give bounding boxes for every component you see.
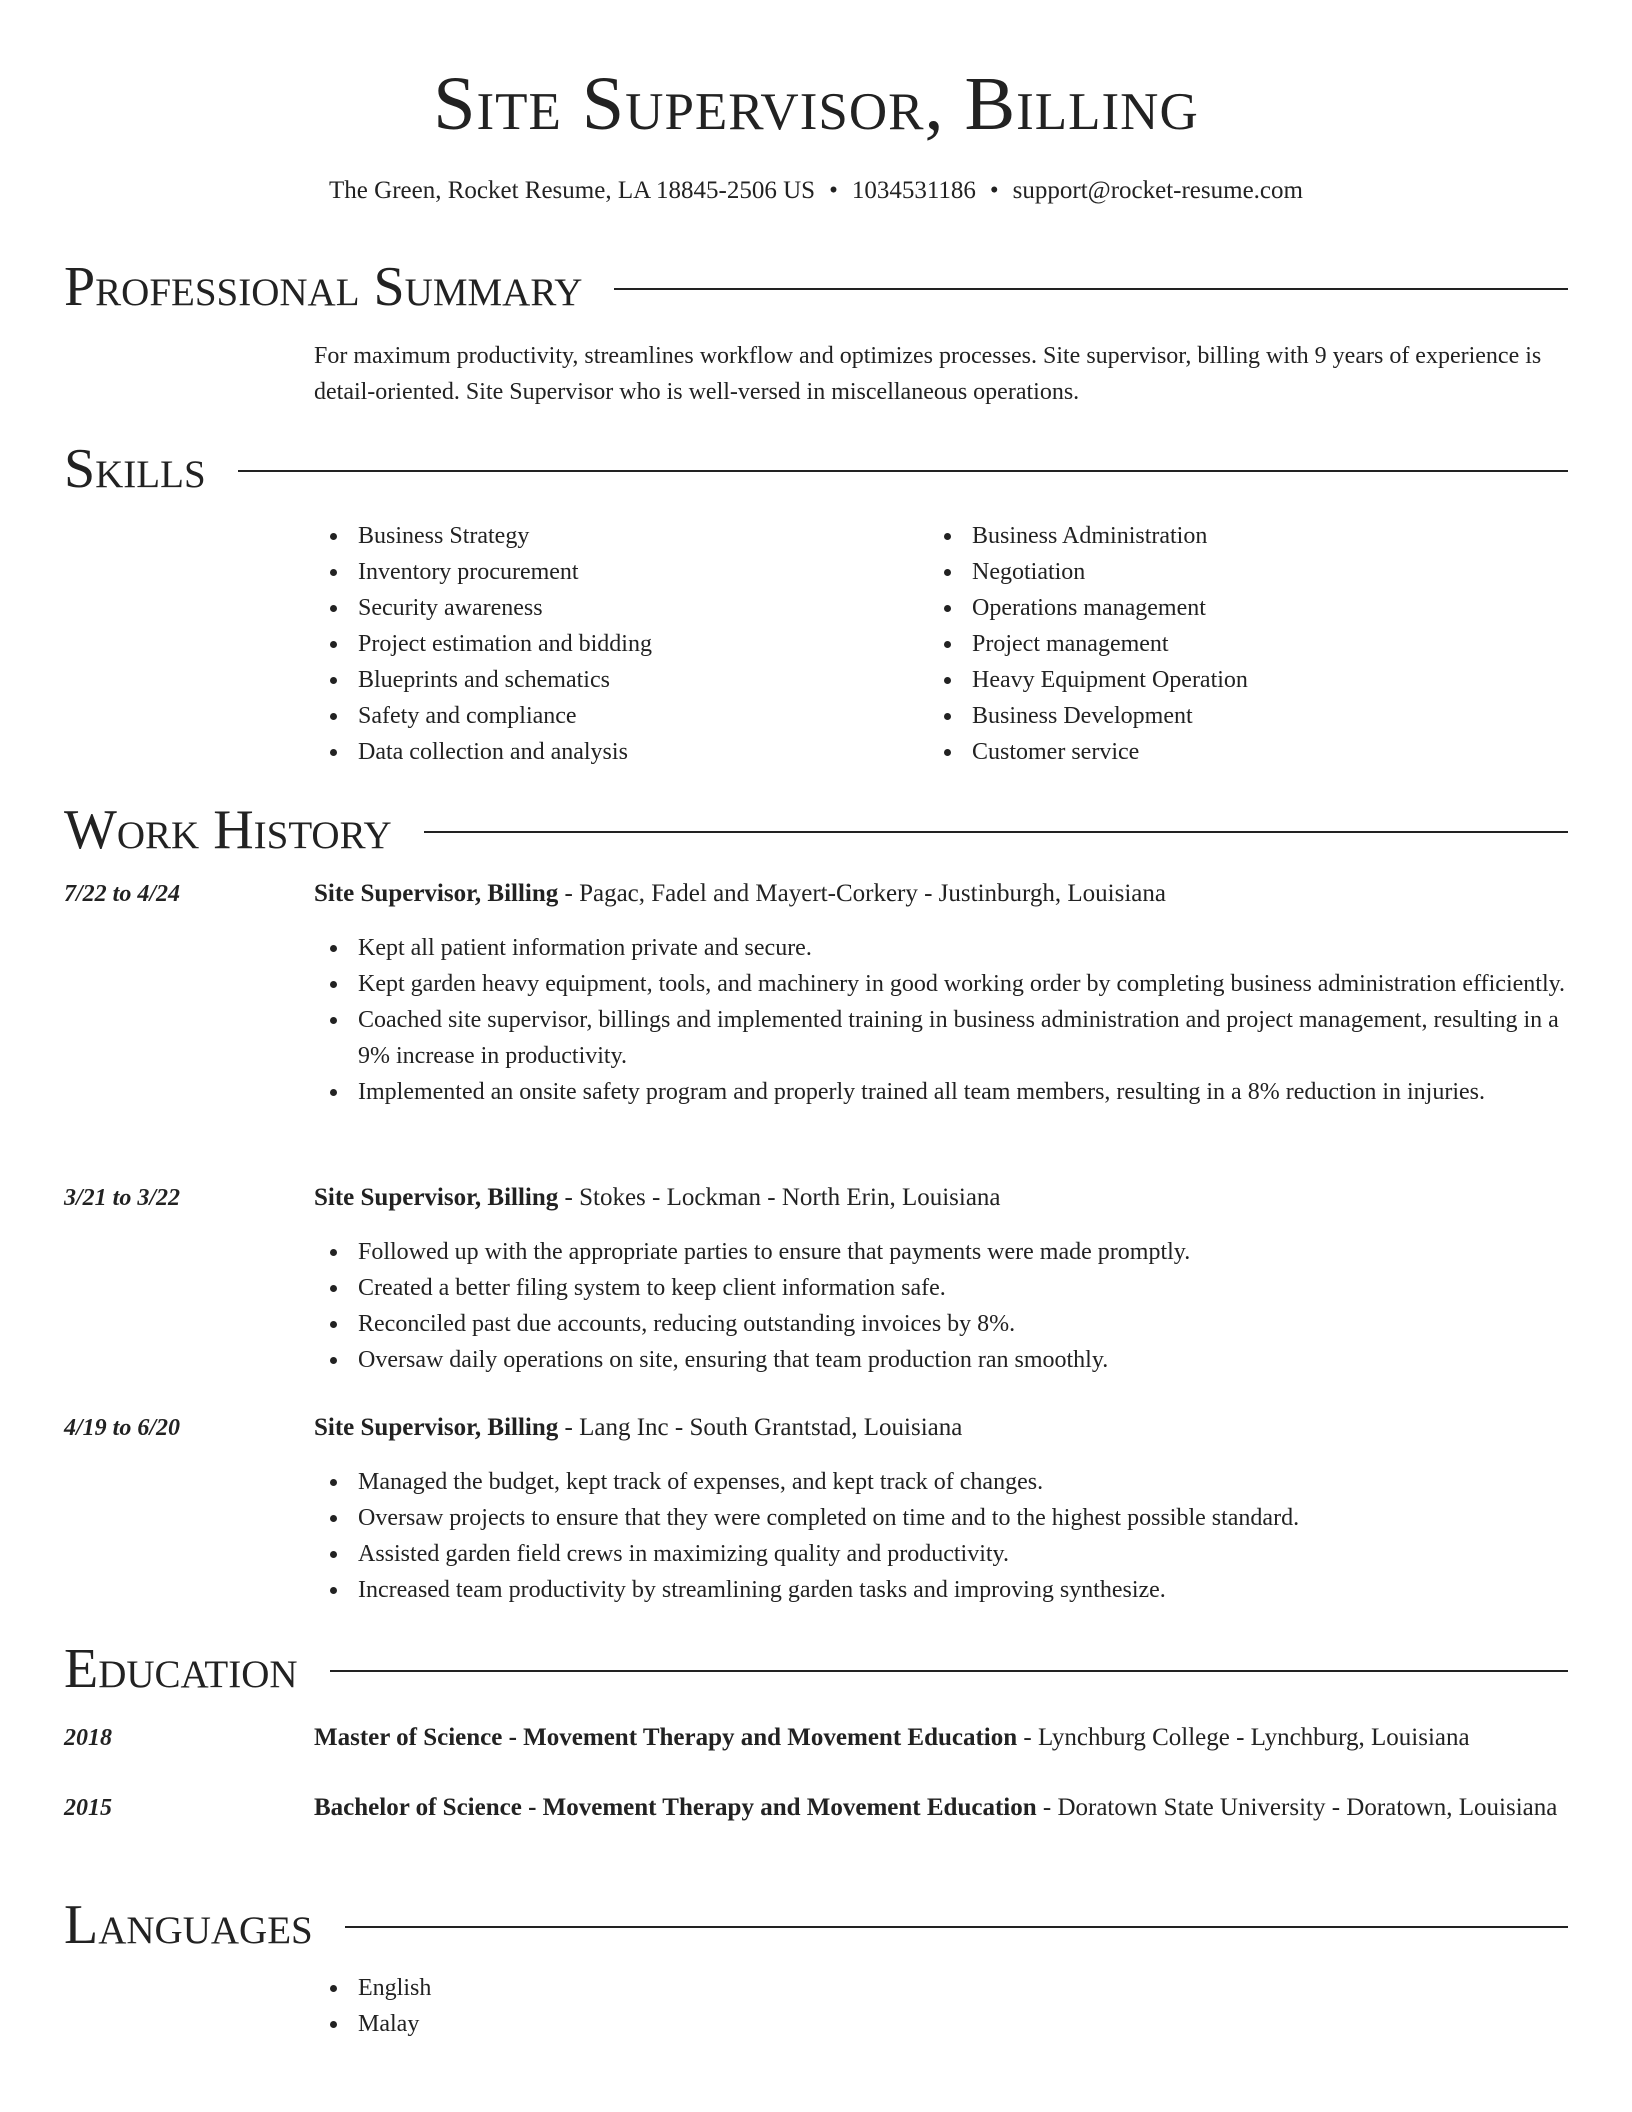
job-bullets: [314, 1464, 1568, 1608]
job-dates: 7/22 to 4/24: [64, 881, 181, 907]
degree: Bachelor of Science - Movement Therapy and Movement Education: [314, 1794, 1037, 1821]
school: - Lynchburg College - Lynchburg, Louisiana: [1017, 1724, 1470, 1751]
job-bullet: Followed up with the appropriate parties to ensure that payments were made promptly.: [314, 1234, 1568, 1270]
degree: Master of Science - Movement Therapy and Movement Education: [314, 1724, 1018, 1751]
job-employer: - Pagac, Fadel and Mayert-Corkery - Justinburgh, Louisiana: [558, 880, 1166, 907]
skill-item: Blueprints and schematics: [314, 662, 914, 698]
skill-item: Business Strategy: [314, 518, 914, 554]
skill-item: Heavy Equipment Operation: [928, 662, 1528, 698]
job-title: Site Supervisor, Billing: [314, 1184, 559, 1211]
job-dates: 3/21 to 3/22: [64, 1185, 181, 1211]
job-bullets: [314, 930, 1568, 1110]
skill-item: Safety and compliance: [314, 698, 914, 734]
job-bullet: Increased team productivity by streamlining garden tasks and improving synthesize.: [314, 1572, 1568, 1608]
language-item: English: [314, 1970, 1568, 2006]
education-entry: [314, 1789, 1568, 1827]
skills-list-right: [928, 518, 1528, 770]
job-bullet: Implemented an onsite safety program and properly trained all team members, resulting in a 8% reduction in injuries.: [314, 1074, 1568, 1110]
skill-item: Business Development: [928, 698, 1528, 734]
separator: •: [829, 177, 838, 204]
education-entry: [314, 1719, 1568, 1757]
skill-item: Data collection and analysis: [314, 734, 914, 770]
section-summary-header: [64, 254, 1568, 320]
job-bullets: [314, 1234, 1568, 1378]
job-dates: 4/19 to 6/20: [64, 1415, 181, 1441]
skill-item: Business Administration: [928, 518, 1528, 554]
skill-item: Security awareness: [314, 590, 914, 626]
section-title: Skills: [64, 438, 206, 500]
job-bullet: Coached site supervisor, billings and implemented training in business administration and project management, resulting in a 9% increase in productivity.: [314, 1002, 1568, 1074]
job-bullet: Oversaw daily operations on site, ensuring that team production ran smoothly.: [314, 1342, 1568, 1378]
school: - Doratown State University - Doratown, Louisiana: [1036, 1794, 1558, 1821]
email-link[interactable]: support@rocket-resume.com: [1012, 177, 1303, 204]
section-divider: [614, 288, 1568, 290]
languages-list: [314, 1970, 1568, 2042]
section-work-header: [64, 797, 1568, 863]
job-employer: - Lang Inc - South Grantstad, Louisiana: [558, 1414, 963, 1441]
section-title: Professional Summary: [64, 256, 583, 318]
section-title: Education: [64, 1638, 298, 1700]
language-item: Malay: [314, 2006, 1568, 2042]
candidate-name: Site Supervisor, Billing: [433, 62, 1199, 146]
contact-line: [0, 174, 1632, 208]
skill-item: Inventory procurement: [314, 554, 914, 590]
section-divider: [330, 1670, 1568, 1672]
job-bullet: Oversaw projects to ensure that they were completed on time and to the highest possible standard.: [314, 1500, 1568, 1536]
skill-item: Operations management: [928, 590, 1528, 626]
job-heading: [314, 1409, 1568, 1447]
skills-list-left: [314, 518, 914, 770]
separator: •: [989, 177, 999, 204]
section-languages-header: [64, 1892, 1568, 1958]
address: The Green, Rocket Resume, LA 18845-2506 US: [329, 177, 816, 204]
job-bullet: Managed the budget, kept track of expenses, and kept track of changes.: [314, 1464, 1568, 1500]
section-education-header: [64, 1636, 1568, 1702]
job-bullet: Assisted garden field crews in maximizing quality and productivity.: [314, 1536, 1568, 1572]
skill-item: Customer service: [928, 734, 1528, 770]
job-title: Site Supervisor, Billing: [314, 1414, 559, 1441]
job-bullet: Reconciled past due accounts, reducing outstanding invoices by 8%.: [314, 1306, 1568, 1342]
job-employer: - Stokes - Lockman - North Erin, Louisiana: [558, 1184, 1001, 1211]
section-divider: [345, 1926, 1568, 1928]
section-skills-header: [64, 436, 1568, 502]
section-divider: [424, 831, 1568, 833]
job-heading: [314, 1179, 1568, 1217]
section-title: Work History: [64, 799, 392, 861]
skill-item: Negotiation: [928, 554, 1528, 590]
job-bullet: Created a better filing system to keep client information safe.: [314, 1270, 1568, 1306]
job-heading: [314, 875, 1568, 913]
skill-item: Project management: [928, 626, 1528, 662]
education-year: 2018: [64, 1725, 112, 1751]
summary-text: For maximum productivity, streamlines workflow and optimizes processes. Site supervisor, billing with 9 years of experience is detail-oriented. Site Supervisor who is well-versed in miscellaneous operations.: [314, 343, 1542, 405]
section-divider: [238, 470, 1568, 472]
job-title: Site Supervisor, Billing: [314, 880, 559, 907]
job-bullet: Kept all patient information private and secure.: [314, 930, 1568, 966]
skill-item: Project estimation and bidding: [314, 626, 914, 662]
job-bullet: Kept garden heavy equipment, tools, and machinery in good working order by completing business administration efficiently.: [314, 966, 1568, 1002]
phone: 1034531186: [851, 177, 976, 204]
section-title: Languages: [64, 1894, 313, 1956]
education-year: 2015: [64, 1795, 112, 1821]
